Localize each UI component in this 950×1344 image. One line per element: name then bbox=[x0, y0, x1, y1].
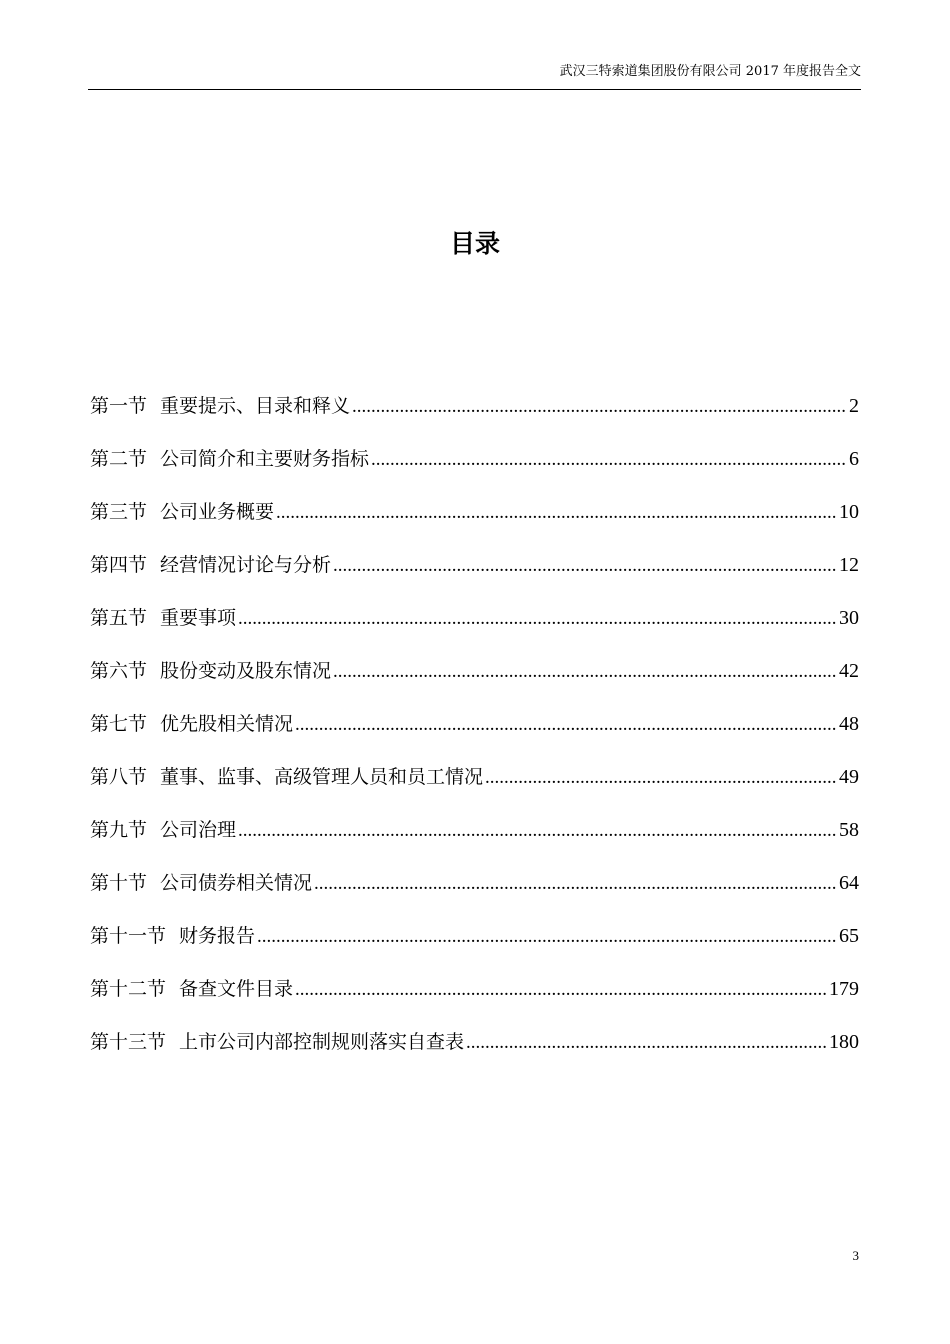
toc-section-title: 公司简介和主要财务指标 bbox=[160, 448, 370, 470]
toc-page-number: 30 bbox=[839, 607, 859, 629]
toc-page-number: 179 bbox=[829, 978, 859, 1000]
toc-page-number: 65 bbox=[839, 925, 859, 947]
toc-section-title: 公司业务概要 bbox=[160, 501, 275, 523]
toc-page-number: 180 bbox=[829, 1031, 859, 1053]
toc-section-title: 重要事项 bbox=[160, 607, 237, 629]
toc-page-number: 12 bbox=[839, 554, 859, 576]
toc-page-number: 2 bbox=[849, 395, 859, 417]
toc-section-title: 优先股相关情况 bbox=[160, 713, 294, 735]
toc-section-title: 财务报告 bbox=[179, 925, 256, 947]
toc-dot-leader bbox=[485, 762, 837, 794]
toc-page-number: 64 bbox=[839, 872, 859, 894]
toc-section-number: 第二节 bbox=[90, 448, 148, 470]
page-number: 3 bbox=[852, 1248, 859, 1263]
toc-dot-leader bbox=[333, 550, 837, 582]
toc-dot-leader bbox=[295, 974, 827, 1006]
page-header bbox=[88, 62, 861, 90]
toc-section-title: 经营情况讨论与分析 bbox=[160, 554, 332, 576]
toc-dot-leader bbox=[352, 391, 847, 423]
toc-section-number: 第四节 bbox=[90, 554, 148, 576]
toc-entry[interactable] bbox=[90, 390, 859, 443]
toc-section-number: 第十三节 bbox=[90, 1031, 167, 1053]
toc-dot-leader bbox=[238, 603, 837, 635]
toc-dot-leader bbox=[314, 868, 837, 900]
toc-dot-leader bbox=[257, 921, 837, 953]
toc-section-number: 第三节 bbox=[90, 501, 148, 523]
toc-section-number: 第七节 bbox=[90, 713, 148, 735]
toc-section-title: 备查文件目录 bbox=[179, 978, 294, 1000]
table-of-contents bbox=[90, 390, 859, 1079]
toc-section-title: 公司治理 bbox=[160, 819, 237, 841]
toc-section-number: 第十节 bbox=[90, 872, 148, 894]
toc-section-title: 上市公司内部控制规则落实自查表 bbox=[179, 1031, 465, 1053]
toc-section-title: 重要提示、目录和释义 bbox=[160, 395, 351, 417]
toc-entry[interactable] bbox=[90, 920, 859, 973]
toc-section-title: 股份变动及股东情况 bbox=[160, 660, 332, 682]
toc-entry[interactable] bbox=[90, 443, 859, 496]
header-text: 武汉三特索道集团股份有限公司 2017 年度报告全文 bbox=[559, 64, 861, 79]
toc-page-number: 58 bbox=[839, 819, 859, 841]
page-title: 目录 bbox=[449, 229, 500, 258]
toc-page-number: 10 bbox=[839, 501, 859, 523]
toc-entry[interactable] bbox=[90, 867, 859, 920]
toc-entry[interactable] bbox=[90, 549, 859, 602]
toc-section-number: 第一节 bbox=[90, 395, 148, 417]
toc-dot-leader bbox=[466, 1027, 827, 1059]
toc-entry[interactable] bbox=[90, 655, 859, 708]
toc-section-number: 第十二节 bbox=[90, 978, 167, 1000]
toc-section-title: 董事、监事、高级管理人员和员工情况 bbox=[160, 766, 484, 788]
toc-dot-leader bbox=[295, 709, 837, 741]
toc-page-number: 49 bbox=[839, 766, 859, 788]
toc-entry[interactable] bbox=[90, 496, 859, 549]
toc-dot-leader bbox=[333, 656, 837, 688]
toc-section-number: 第五节 bbox=[90, 607, 148, 629]
toc-section-number: 第八节 bbox=[90, 766, 148, 788]
toc-page-number: 48 bbox=[839, 713, 859, 735]
toc-page-number: 42 bbox=[839, 660, 859, 682]
toc-page-number: 6 bbox=[849, 448, 859, 470]
toc-section-number: 第六节 bbox=[90, 660, 148, 682]
toc-section-number: 第十一节 bbox=[90, 925, 167, 947]
toc-entry[interactable] bbox=[90, 1026, 859, 1079]
toc-section-number: 第九节 bbox=[90, 819, 148, 841]
toc-section-title: 公司债券相关情况 bbox=[160, 872, 313, 894]
toc-dot-leader bbox=[371, 444, 847, 476]
toc-entry[interactable] bbox=[90, 708, 859, 761]
toc-entry[interactable] bbox=[90, 814, 859, 867]
toc-dot-leader bbox=[238, 815, 837, 847]
toc-entry[interactable] bbox=[90, 973, 859, 1026]
toc-entry[interactable] bbox=[90, 602, 859, 655]
toc-entry[interactable] bbox=[90, 761, 859, 814]
toc-dot-leader bbox=[276, 497, 837, 529]
